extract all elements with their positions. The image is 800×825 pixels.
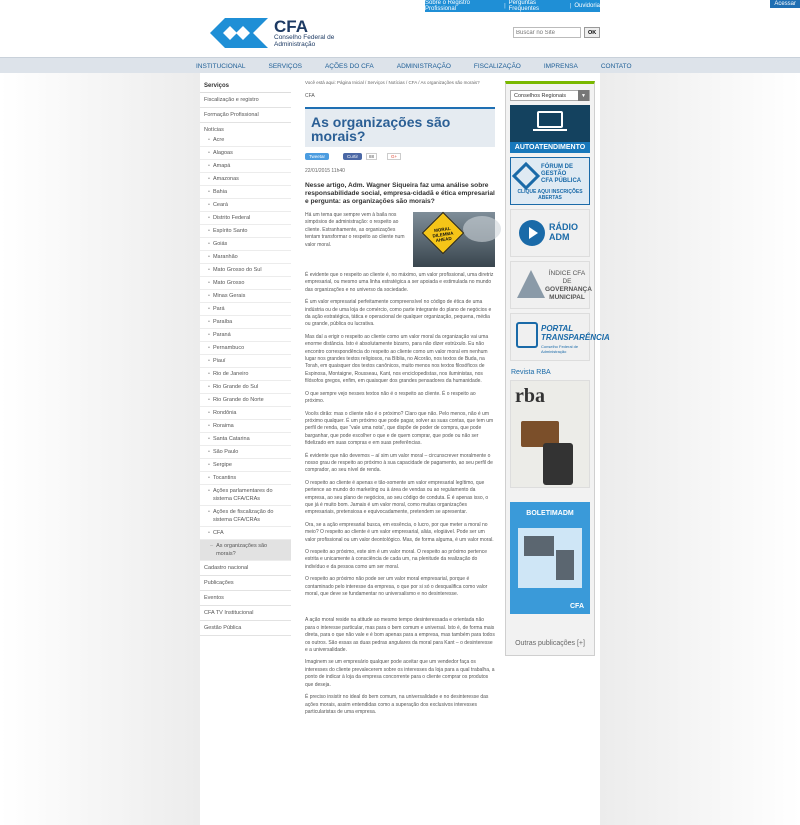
article-paragraph: É um valor empresarial perfeitamente compreensível no código de ética de uma indústria ou de uma loja de comércio, como parte integrante do plano de negócios e da ação estratégica, tática e operacional de qualquer organização, pequena, média ou grande, pública ou lucrativa. [305, 299, 492, 328]
sidebar-item-label: Minas Gerais [212, 293, 246, 299]
bullet-icon: • [208, 280, 210, 286]
sidebar-item-state[interactable] [200, 303, 291, 316]
sidebar-item-label: Rio Grande do Norte [212, 397, 264, 403]
boletim-title: BOLETIMADM [526, 510, 574, 517]
banner-forum[interactable] [510, 157, 590, 205]
article-paragraph: É preciso insistir no ideal do bem comum, na universalidade e no desinteresse das ações morais, assim entendidas como a superação dos exclusivos interesses particularistas de uma empresa. [305, 694, 489, 715]
sidebar-item-state[interactable] [200, 225, 291, 238]
rba-logo: rba [515, 385, 545, 407]
outras-publicacoes-link[interactable]: Outras publicações [+] [515, 640, 585, 647]
article-paragraph: O respeito ao próximo, este sim é um valor moral. O respeito ao próximo pertence estrita e unicamente à consciência de cada um, na plenitude da realização do indivíduo e da pessoa como um ser moral. [305, 549, 488, 570]
article-paragraph: É evidente que o respeito ao cliente é, no máximo, um valor profissional, uma diretriz empresarial, ou mesmo uma linha estratégica a ser apoiada e estimulada no mundo das organizações e no universo da sociedade. [305, 272, 494, 293]
sidebar-item-gestao[interactable]: Gestão Pública [200, 621, 291, 636]
top-link-ouvidoria[interactable]: Ouvidoria [574, 3, 600, 9]
bullet-icon: • [208, 267, 210, 273]
article-image [413, 212, 495, 267]
sidebar-item-state[interactable] [200, 290, 291, 303]
sidebar-item-label: Mato Grosso do Sul [212, 267, 262, 273]
nav-institucional[interactable]: INSTITUCIONAL [196, 62, 246, 70]
article-paragraph: É evidente que não devemos – aí sim um valor moral – circunscrever moralmente o nosso grau de respeito ao próximo à sua capacidade de pagamento, ao seu perfil de comprador, ao seu nível de renda. [305, 452, 493, 474]
sidebar-item-active[interactable] [200, 540, 291, 561]
banner-cta: CLIQUE AQUI INSCRIÇÕES ABERTAS [517, 189, 583, 201]
sidebar-item-state[interactable] [200, 160, 291, 173]
share-bar [305, 153, 495, 160]
sidebar-item-label: Goiás [212, 241, 228, 247]
search-input[interactable] [513, 27, 581, 38]
separator: | [504, 3, 506, 9]
bullet-icon: • [208, 509, 210, 515]
sidebar-item-label: Rio Grande do Sul [212, 384, 259, 390]
banner-text: ADM [549, 232, 570, 242]
sidebar-item-label: Acre [212, 137, 225, 143]
sidebar-item-noticias[interactable]: Notícias [204, 127, 224, 133]
sidebar-item-state[interactable] [200, 459, 291, 472]
sidebar [200, 80, 291, 636]
sidebar-item-state[interactable] [200, 316, 291, 329]
breadcrumb[interactable]: Você está aqui: Página Inicial / Serviços / Notícias / CFA / As organizações são morais? [305, 80, 480, 85]
article-date: 22/01/2015 11h40 [305, 168, 345, 174]
section-label: CFA [305, 93, 315, 99]
bullet-icon: – [210, 543, 214, 549]
boletim-cover[interactable] [510, 502, 590, 614]
sidebar-item-label: Ceará [212, 202, 228, 208]
sidebar-item-label: Sergipe [212, 462, 232, 468]
sidebar-item-label: Distrito Federal [212, 215, 251, 221]
nav-servicos[interactable]: SERVIÇOS [268, 62, 302, 70]
sidebar-item-label: Pernambuco [212, 345, 245, 351]
bullet-icon: • [208, 371, 210, 377]
bullet-icon: • [208, 384, 210, 390]
cloud-shape [463, 216, 501, 242]
sidebar-item-acoes-parlamentares[interactable] [200, 485, 291, 506]
right-gradient [600, 73, 800, 825]
sidebar-item-state[interactable] [200, 420, 291, 433]
sidebar-item-state[interactable] [200, 238, 291, 251]
sidebar-item-cfa-tv[interactable]: CFA TV Institucional [200, 606, 291, 621]
banner-indice[interactable] [510, 261, 590, 309]
sidebar-item-state[interactable] [200, 212, 291, 225]
sidebar-item-label: Roraima [212, 423, 234, 429]
bullet-icon: • [208, 306, 210, 312]
banner-text: GOVERNANÇA [545, 286, 592, 293]
bullet-icon: • [208, 228, 210, 234]
separator: | [569, 3, 572, 9]
play-icon [519, 220, 545, 246]
banner-autoatendimento[interactable] [510, 105, 590, 153]
banner-text: ÍNDICE CFA DE [548, 270, 586, 285]
sidebar-item-fiscalizacao[interactable]: Fiscalização e registro [200, 93, 291, 108]
bullet-icon: • [208, 241, 210, 247]
chevron-down-icon[interactable]: ▼ [578, 90, 589, 101]
sidebar-item-label: Rio de Janeiro [212, 371, 249, 377]
banner-text: RÁDIO [549, 222, 578, 232]
gplus-button[interactable]: G+ [387, 153, 401, 160]
sidebar-item-state[interactable] [200, 199, 291, 212]
sidebar-item-state[interactable] [200, 368, 291, 381]
nav-administracao[interactable]: ADMINISTRAÇÃO [396, 62, 451, 70]
sidebar-item-state[interactable] [200, 355, 291, 368]
sidebar-item-label: As organizações são morais? [216, 543, 268, 557]
sidebar-item-label: Bahia [212, 189, 228, 195]
boletim-image [518, 528, 582, 588]
sidebar-item-state[interactable] [200, 329, 291, 342]
bullet-icon: • [208, 475, 210, 481]
sidebar-item-label: Amazonas [212, 176, 239, 182]
banner-radio[interactable] [510, 209, 590, 257]
banner-text: TRANSPARÊNCIA [541, 333, 610, 342]
sidebar-item-label: Ações de fiscalização do sistema CFA/CRAs [212, 509, 274, 523]
sidebar-item-state[interactable] [200, 264, 291, 277]
sidebar-item-state[interactable] [200, 381, 291, 394]
banner-transparencia[interactable] [510, 313, 610, 361]
sidebar-item-state[interactable] [200, 342, 291, 355]
article-paragraph: Ora, se a ação empresarial busca, em essência, o lucro, por que meter a moral no meio? O respeito ao cliente é um valor empresarial, aliás, elogiável. Pode ser um valor profissional ou um valor deontológico. Mas, de forma alguma, é um valor moral. [305, 521, 494, 543]
banner-label: AUTOATENDIMENTO [510, 142, 590, 153]
conselhos-select[interactable] [510, 90, 590, 101]
right-column [505, 81, 610, 656]
sidebar-item-label: CFA [212, 530, 224, 536]
bullet-icon: • [208, 215, 210, 221]
search-button[interactable]: OK [584, 27, 600, 38]
bullet-icon: • [208, 397, 210, 403]
logo-sub-1: Conselho Federal de [274, 34, 335, 41]
sidebar-item-state[interactable] [200, 277, 291, 290]
nav-fiscalizacao[interactable]: FISCALIZAÇÃO [473, 62, 521, 70]
top-link-perguntas[interactable]: Perguntas Frequentes [508, 0, 539, 12]
sidebar-item-state[interactable] [200, 186, 291, 199]
sidebar-item-label: Pará [212, 306, 225, 312]
nav-contato[interactable]: CONTATO [600, 62, 632, 70]
banner-text: FÓRUM DE GESTÃO [541, 164, 573, 177]
sidebar-item-state[interactable] [200, 147, 291, 160]
intro-block [305, 212, 495, 267]
article-paragraph: Mas daí a erigir o respeito ao cliente como um valor moral da organização vai uma enorme distância. Isto é absolutamente bizarro, para não dizer estrúxulo. Eu não encontro correspondência do respeito ao cliente como um valor moral em nenhum lugar nos grandes textos religiosos, na Bíblia, no Alcorão, nos textos de Buda, na Torah, em quaisquer dos textos canônicos, muito menos nos textos filosóficos de Espinosa, Montaigne, Rousseau, Kant, nos enciclopedistas, nos iluministas, nos filósofos gregos, enfim, em quaisquer dos grandes pensadores da humanidade. [305, 333, 489, 385]
sign-text: MORAL DILEMMA AHEAD [432, 225, 454, 244]
top-link-registro[interactable]: Sobre o Registro Profissional [425, 0, 471, 12]
sidebar-item-state[interactable] [200, 472, 291, 485]
article-lead: Nesse artigo, Adm. Wagner Siqueira faz uma análise sobre responsabilidade social, empresa-cidadã e ética empresarial e pergunta: as organizações são morais? [305, 182, 495, 205]
sidebar-item-formacao[interactable]: Formação Profissional [200, 108, 291, 123]
sidebar-title: Serviços [200, 80, 291, 93]
bullet-icon: • [208, 137, 210, 143]
bullet-icon: • [208, 332, 210, 338]
nav-acoes[interactable]: AÇÕES DO CFA [324, 62, 374, 70]
sidebar-item-state[interactable] [200, 173, 291, 186]
banner-subtext: Conselho Federal de Administração [541, 344, 579, 354]
acessar-button[interactable]: Acessar [770, 0, 800, 8]
logo-sub-2: Administração [274, 40, 316, 48]
article-paragraph: Vocês dirão: mas o cliente não é o próximo? Claro que não. Pelo menos, não é um próximo qualquer. É um próximo que pode pagar, solver as suas contas, que tem um perfil de renda, que “vale uma nota”, que dispõe de poder de compra, que pode barganhar, que pode escolher o que e de quem comprar, que pode ou não ser fidelizado em suas compras e em suas preferências. [305, 410, 494, 447]
sidebar-item-eventos[interactable]: Eventos [200, 591, 291, 606]
article [305, 80, 495, 716]
bullet-icon: • [208, 449, 210, 455]
article-paragraph: O que sempre vejo nesses textos não é o respeito ao cliente. É o respeito ao próximo. [305, 390, 476, 405]
phone-image [543, 443, 573, 485]
bullet-icon: • [208, 293, 210, 299]
sidebar-item-cfa[interactable] [200, 527, 291, 540]
twitter-button[interactable]: Tweetar [305, 153, 329, 160]
bullet-icon: • [208, 189, 210, 195]
sidebar-item-label: Santa Catarina [212, 436, 250, 442]
sidebar-item-label: Alagoas [212, 150, 233, 156]
bullet-icon: • [208, 150, 210, 156]
bullet-icon: • [208, 163, 210, 169]
top-links [425, 0, 600, 12]
sidebar-item-state[interactable] [200, 433, 291, 446]
logo-brand: CFA [274, 17, 308, 36]
bullet-icon: • [208, 410, 210, 416]
boletim-footer: CFA [570, 603, 584, 610]
sidebar-item-acoes-fiscalizacao[interactable] [200, 506, 291, 527]
article-paragraph: A ação moral reside na atitude ao mesmo tempo desinteressada e orientada não para o interesse particular, mas para o bem comum e universal. Isto é, de forma mais direta, para o que não vale e é bom apenas para a empresa, mas também para todos os outros. São essas as duas pedras angulares da moral para Kant – o desinteresse e a universalidade. [305, 617, 495, 654]
bullet-icon: • [208, 436, 210, 442]
sidebar-item-label: Tocantins [212, 475, 237, 481]
banner-text: PORTAL [541, 324, 574, 333]
bullet-icon: • [208, 423, 210, 429]
sidebar-item-label: Rondônia [212, 410, 237, 416]
triangle-icon [517, 270, 545, 298]
article-paragraph: O respeito ao próximo não pode ser um valor moral empresarial, porque é contaminado pelo interesse da empresa, o que por si só o desqualifica como valor moral, que deve se fundamentar no universalismo e no desinteresse. [305, 576, 488, 598]
sidebar-item-state[interactable] [200, 407, 291, 420]
bullet-icon: • [208, 202, 210, 208]
sidebar-item-state[interactable] [200, 134, 291, 147]
forum-icon [512, 162, 540, 190]
sidebar-item-label: Piauí [212, 358, 226, 364]
sidebar-item-label: São Paulo [212, 449, 239, 455]
banner-text: CFA PÚBLICA [541, 178, 582, 184]
sidebar-item-label: Ações parlamentares do sistema CFA/CRAs [212, 488, 273, 502]
facebook-like-button[interactable]: Curtir [343, 153, 362, 160]
search-bar [513, 27, 600, 38]
bullet-icon: • [208, 488, 210, 494]
sidebar-item-label: Maranhão [212, 254, 238, 260]
banner-text: MUNICIPAL [549, 294, 585, 301]
left-gradient [0, 73, 200, 825]
cfa-logo[interactable] [210, 18, 334, 48]
main-nav [0, 57, 800, 73]
sidebar-item-publicacoes[interactable]: Publicações [200, 576, 291, 591]
sidebar-item-state[interactable] [200, 394, 291, 407]
article-paragraph: Imaginem se um empresário qualquer pode aceitar que um vendedor faça os interesses do cliente prevalecerem sobre os interesses da loja para a qual trabalha, a ponto de indicar à loja da empresa concorrente para o cliente comprar os produtos que deseja. [305, 659, 495, 688]
bullet-icon: • [208, 319, 210, 325]
revista-label: Revista RBA [511, 369, 551, 376]
rba-cover[interactable] [510, 380, 590, 488]
article-paragraph: Há um tema que sempre vem à baila nos simpósios de administração: o respeito ao cliente. Estranhamente, as organizações tentam transformar o respeito ao cliente num valor moral. [305, 212, 405, 248]
sidebar-item-state[interactable] [200, 251, 291, 264]
conselhos-label: Conselhos Regionais [514, 92, 566, 99]
seal-icon [516, 322, 538, 348]
cfa-logo-icon [210, 18, 268, 48]
title-box [305, 107, 495, 147]
sidebar-item-label: Paraná [212, 332, 231, 338]
sidebar-item-cadastro[interactable]: Cadastro nacional [200, 561, 291, 576]
article-paragraph: O respeito ao cliente é apenas e tão-somente um valor empresarial legítimo, que pertence ao mundo do marketing ou à área de vendas ou ao regulamento da empresa, ao seu plano de negócios, ao seu código de conduta. É é apenas isso, o que já é muito bom. Jamais é um valor moral, como muitas organizações empresariais, pretensiosa e equivocadamente, pretendem se apresentar. [305, 479, 489, 516]
sidebar-item-label: Mato Grosso [212, 280, 245, 286]
facebook-count: 88 [366, 153, 377, 160]
nav-imprensa[interactable]: IMPRENSA [543, 62, 578, 70]
page-title: As organizações são morais? [311, 114, 451, 144]
bullet-icon: • [208, 462, 210, 468]
sidebar-item-state[interactable] [200, 446, 291, 459]
laptop-icon [537, 111, 563, 128]
bullet-icon: • [208, 358, 210, 364]
bullet-icon: • [208, 530, 210, 536]
bullet-icon: • [208, 176, 210, 182]
sidebar-item-label: Espírito Santo [212, 228, 248, 234]
sidebar-item-label: Amapá [212, 163, 231, 169]
bullet-icon: • [208, 345, 210, 351]
bullet-icon: • [208, 254, 210, 260]
sidebar-item-label: Paraíba [212, 319, 233, 325]
